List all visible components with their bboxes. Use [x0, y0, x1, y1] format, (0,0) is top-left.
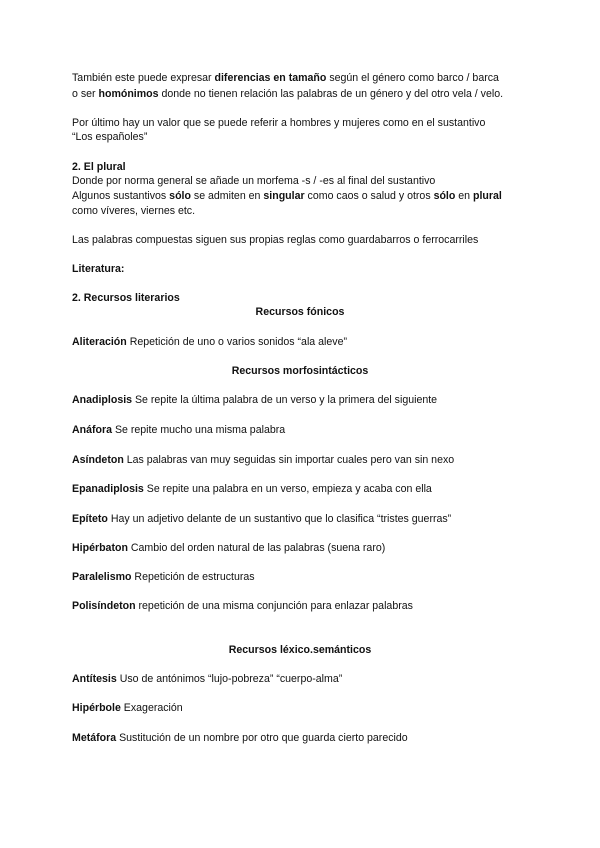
term-item: Epanadiplosis Se repite una palabra en un verso, empieza y acaba con ella — [72, 483, 432, 495]
recursos-morfosintacticos-title: Recursos morfosintácticos — [231, 365, 369, 377]
plural-line-3: como víveres, viernes etc. — [72, 205, 196, 217]
term-item: Polisíndeton repetición de una misma conjunción para enlazar palabras — [72, 600, 413, 612]
term-item: Hipérbaton Cambio del orden natural de las palabras (suena raro) — [72, 542, 386, 554]
term-item: Metáfora Sustitución de un nombre por otro que guarda cierto parecido — [72, 732, 408, 744]
term-item: Hipérbole Exageración — [72, 702, 183, 714]
plural-line-2: Algunos sustantivos sólo se admiten en singular como caos o salud y otros sólo en plural — [72, 190, 502, 202]
recursos-fonicos-title: Recursos fónicos — [255, 306, 345, 318]
term-item: Epíteto Hay un adjetivo delante de un sustantivo que lo clasifica “tristes guerras” — [72, 513, 452, 525]
term-item: Anadiplosis Se repite la última palabra de un verso y la primera del siguiente — [72, 394, 438, 406]
term-item: Paralelismo Repetición de estructuras — [72, 571, 255, 583]
term-item: Asíndeton Las palabras van muy seguidas sin importar cuales pero van sin nexo — [72, 454, 455, 466]
plural-line-4: Las palabras compuestas siguen sus propias reglas como guardabarros o ferrocarriles — [72, 234, 479, 246]
recursos-lexicos-title: Recursos léxico.semánticos — [228, 644, 372, 656]
intro-line-3: Por último hay un valor que se puede referir a hombres y mujeres como en el sustantivo — [72, 117, 486, 129]
term-item: Aliteración Repetición de uno o varios sonidos “ala aleve” — [72, 336, 347, 348]
plural-heading: 2. El plural — [72, 161, 126, 173]
literatura-heading: Literatura: — [72, 263, 125, 275]
term-item: Anáfora Se repite mucho una misma palabra — [72, 424, 286, 436]
term-item: Antítesis Uso de antónimos “lujo-pobreza” “cuerpo-alma” — [72, 673, 343, 685]
intro-line-2: o ser homónimos donde no tienen relación las palabras de un género y del otro vela / velo. — [72, 88, 504, 100]
intro-line-1: También este puede expresar diferencias en tamaño según el género como barco / barca — [72, 72, 499, 84]
plural-line-1: Donde por norma general se añade un morfema -s / -es al final del sustantivo — [72, 175, 436, 187]
intro-line-4: “Los españoles” — [72, 131, 148, 143]
recursos-literarios-heading: 2. Recursos literarios — [72, 292, 180, 304]
